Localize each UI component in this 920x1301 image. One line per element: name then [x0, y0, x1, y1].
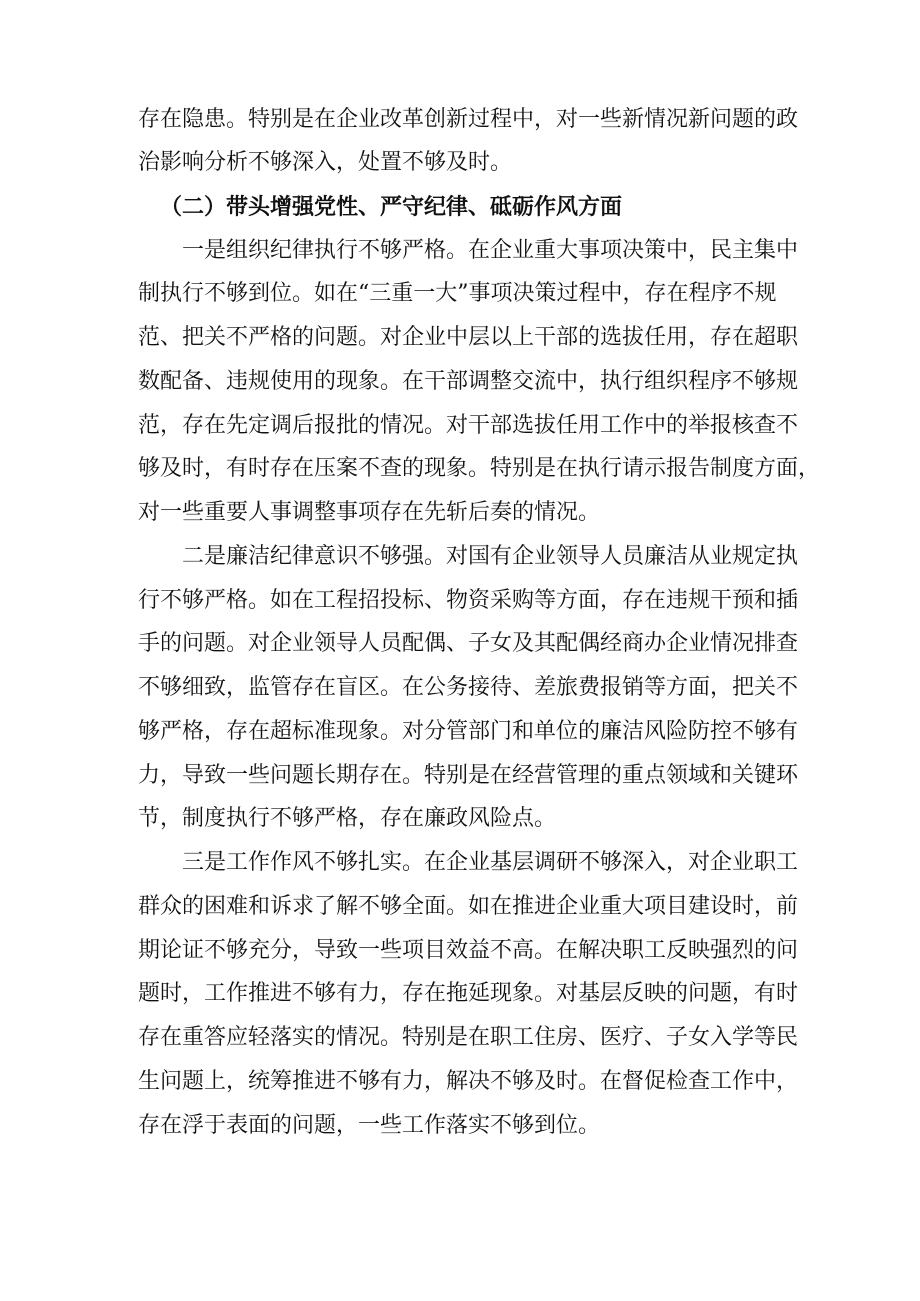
- paragraph-4-line-5: 存在重答应轻落实的情况。特别是在职工住房、医疗、子女入学等民: [138, 1025, 799, 1050]
- paragraph-4-line-7: 存在浮于表面的问题，一些工作落实不够到位。: [138, 1113, 601, 1138]
- paragraph-3-line-6: 力，导致一些问题长期存在。特别是在经营管理的重点领域和关键环: [138, 763, 799, 788]
- paragraph-1-line-1: 存在隐患。特别是在企业改革创新过程中，对一些新情况新问题的政: [138, 107, 799, 132]
- paragraph-2-line-5: 范，存在先定调后报批的情况。对干部选拔任用工作中的举报核查不: [138, 413, 799, 438]
- paragraph-2-line-7: 对一些重要人事调整事项存在先斩后奏的情况。: [138, 500, 601, 525]
- paragraph-3-line-1: 二是廉洁纪律意识不够强。对国有企业领导人员廉洁从业规定执: [182, 544, 799, 569]
- paragraph-2-line-3: 范、把关不严格的问题。对企业中层以上干部的选拔任用，存在超职: [138, 325, 799, 350]
- paragraph-2-line-6: 够及时，有时存在压案不查的现象。特别是在执行请示报告制度方面，: [138, 456, 821, 481]
- paragraph-3-line-7: 节，制度执行不够严格，存在廉政风险点。: [138, 806, 557, 831]
- paragraph-3-line-4: 不够细致，监管存在盲区。在公务接待、差旅费报销等方面，把关不: [138, 675, 799, 700]
- paragraph-3-line-2: 行不够严格。如在工程招投标、物资采购等方面，存在违规干预和插: [138, 588, 799, 613]
- paragraph-4-line-3: 期论证不够充分，导致一些项目效益不高。在解决职工反映强烈的问: [138, 938, 799, 963]
- paragraph-3-line-5: 够严格，存在超标准现象。对分管部门和单位的廉洁风险防控不够有: [138, 719, 799, 744]
- section-heading: （二）带头增强党性、严守纪律、砥砺作风方面: [160, 194, 623, 220]
- paragraph-3-line-3: 手的问题。对企业领导人员配偶、子女及其配偶经商办企业情况排查: [138, 631, 799, 656]
- paragraph-1-line-2: 治影响分析不够深入，处置不够及时。: [138, 150, 513, 175]
- paragraph-2-line-2: 制执行不够到位。如在“三重一大”事项决策过程中，存在程序不规: [138, 281, 777, 306]
- paragraph-4-line-1: 三是工作作风不够扎实。在企业基层调研不够深入，对企业职工: [182, 850, 799, 875]
- paragraph-4-line-2: 群众的困难和诉求了解不够全面。如在推进企业重大项目建设时，前: [138, 894, 799, 919]
- paragraph-4-line-6: 生问题上，统筹推进不够有力，解决不够及时。在督促检查工作中，: [138, 1069, 799, 1094]
- paragraph-2-line-4: 数配备、违规使用的现象。在干部调整交流中，执行组织程序不够规: [138, 369, 799, 394]
- paragraph-2-line-1: 一是组织纪律执行不够严格。在企业重大事项决策中，民主集中: [182, 238, 799, 263]
- paragraph-4-line-4: 题时，工作推进不够有力，存在拖延现象。对基层反映的问题，有时: [138, 981, 799, 1006]
